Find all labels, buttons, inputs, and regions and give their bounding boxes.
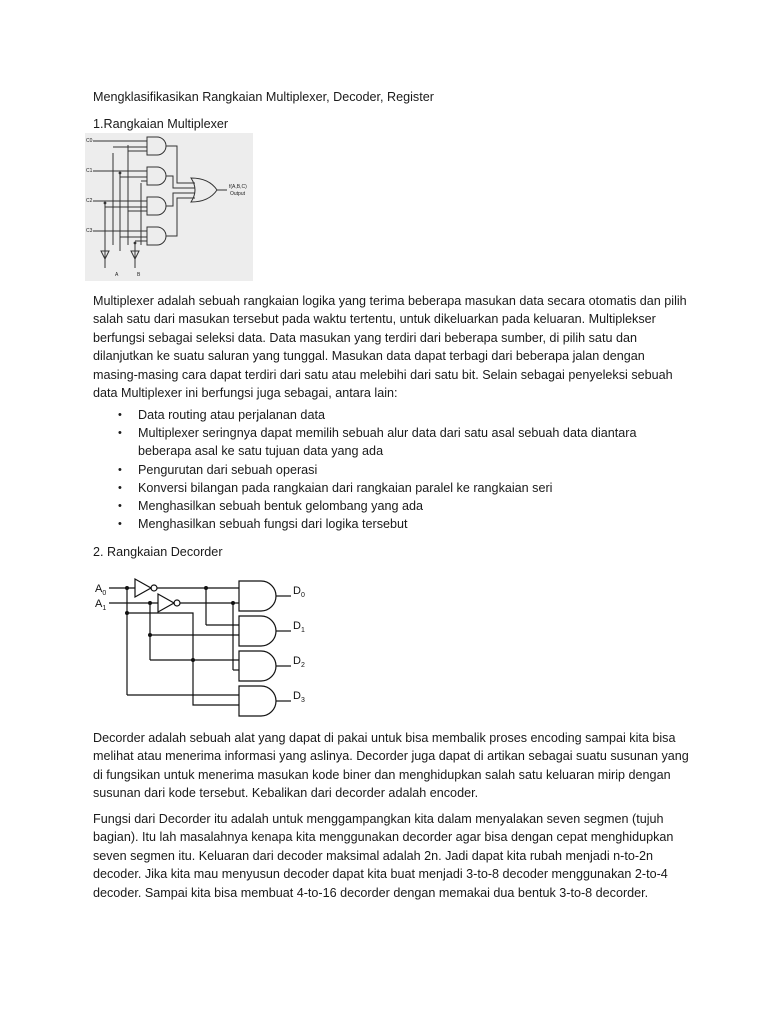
list-item: • Pengurutan dari sebuah operasi [118, 461, 678, 479]
mux-select-label-a: A [115, 272, 119, 278]
decoder-output-label-d0: $D_0$ [293, 585, 305, 599]
list-item: • Konversi bilangan pada rangkaian dari rangkaian paralel ke rangkaian seri [118, 479, 678, 497]
mux-input-label-1: C1 [86, 168, 93, 174]
mux-input-label-3: C3 [86, 228, 93, 234]
list-item: • Multiplexer seringnya dapat memilih sebuah alur data dari satu asal sebuah data diantara beberapa asal ke satu tujuan data yang ada [118, 426, 637, 459]
list-item: • Menghasilkan sebuah fungsi dari logika tersebut [118, 515, 678, 533]
bullet-glyph: • [118, 500, 122, 513]
decoder-paragraph-1: Decorder adalah sebuah alat yang dapat di pakai untuk bisa membalik proses encoding sampai kita bisa melihat atau menerima informasi yang aslinya. Decorder juga dapat di artikan sebagai suatu susunan yang di fungsikan untuk menerima masukan kode biner dan menghidupkan salah satu keluaran mirip dengan susunan dari kode tersebut. Kebalikan dari decorder adalah encoder. [93, 731, 689, 801]
mux-input-label-2: C2 [86, 198, 93, 204]
decoder-circuit-diagram [93, 573, 323, 723]
mux-select-label-b: B [137, 272, 141, 278]
section-heading-decoder: 2. Rangkaian Decorder [93, 545, 223, 559]
multiplexer-paragraph: Multiplexer adalah sebuah rangkaian logika yang terima beberapa masukan data secara otomatis dan pilih salah satu dari masukan tersebut pada waktu tertentu, untuk dikeluarkan pada keluaran. Multiplekser berfungsi sebagai seleksi data. Data masukan yang terdiri dari beberapa sumber, di pilih satu dan dilanjutkan ke suatu saluran yang tunggal. Masukan data dapat terbagi dari beberapa jalan dengan masing-masing cara dapat terdiri dari satu atau melebihi dari satu bit. Selain sebagai penyeleksi sebuah data Multiplexer ini berfungsi juga sebagai, antara lain: [93, 294, 687, 401]
multiplexer-function-list [118, 406, 678, 533]
decoder-output-label-d3: $D_3$ [293, 690, 305, 704]
list-item: • Menghasilkan sebuah bentuk gelombang yang ada [118, 497, 678, 515]
bullet-glyph: • [118, 463, 122, 476]
multiplexer-circuit-diagram [85, 133, 253, 281]
bullet-glyph: • [118, 409, 122, 421]
mux-output-sublabel: Output [230, 191, 246, 197]
multiplexer-circuit-figure [85, 133, 253, 281]
document-title: Mengklasifikasikan Rangkaian Multiplexer, Decoder, Register [93, 90, 434, 104]
decoder-input-label-a1: $A_1$ [95, 598, 107, 612]
bullet-glyph: • [118, 481, 122, 494]
mux-output-label: f(A,B,C) [229, 184, 247, 190]
bullet-glyph: • [118, 518, 122, 531]
section-heading-multiplexer: 1.Rangkaian Multiplexer [93, 117, 229, 131]
bullet-glyph: • [118, 427, 122, 440]
decoder-output-label-d1: $D_1$ [293, 620, 305, 634]
decoder-output-label-d2: $D_2$ [293, 655, 305, 669]
decoder-input-label-a0: $A_0$ [95, 583, 107, 597]
decoder-circuit-figure [93, 573, 323, 723]
list-item: • Data routing atau perjalanan data [118, 406, 678, 424]
mux-input-label-0: C0 [86, 138, 93, 144]
decoder-paragraph-2: Fungsi dari Decorder itu adalah untuk menggampangkan kita dalam menyalakan seven segmen (tujuh bagian). Itu lah masalahnya kenapa kita menggunakan decorder agar bisa dengan cepat menghidupkan seven segmen itu. Keluaran dari decoder maksimal adalah 2n. Jadi dapat kita rubah menjadi n-to-2n decoder. Jika kita mau menyusun decoder dapat kita buat menjadi 3-to-8 decoder menggunakan 2-to-4 decoder. Sampai kita bisa membuat 4-to-16 decorder dengan memakai dua bentuk 3-to-8 decorder. [93, 812, 674, 900]
